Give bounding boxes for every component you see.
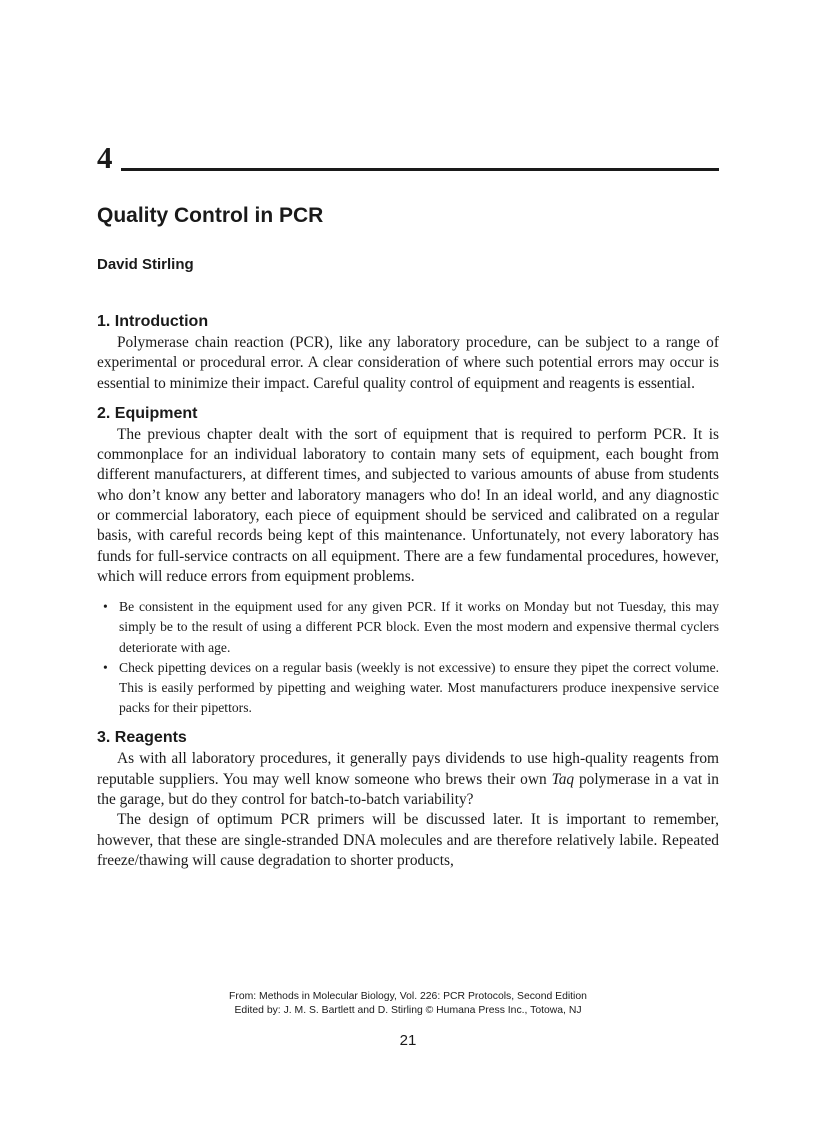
paragraph: The previous chapter dealt with the sort of equipment that is required to perform PCR. It is commonplace for an individual laboratory to contain many sets of equipment, each bought from different manufacturers, at different times, and subjected to various amounts of abuse from students who don’t know any better and laboratory managers who do! In an ideal world, and any diagnostic or commercial laboratory, each piece of equipment should be serviced and calibrated on a regular basis, with careful records being kept of this maintenance. Unfortunately, not every laboratory has funds for full-service contracts on all equipment. There are a few fundamental procedures, however, which will reduce errors from equipment problems.	[97, 425, 719, 585]
chapter-author: David Stirling	[97, 256, 194, 273]
chapter-title: Quality Control in PCR	[97, 204, 324, 227]
bullet-icon: •	[103, 599, 108, 615]
paragraph-text: As with all laboratory procedures, it generally pays dividends to use high-quality reagents from reputable suppliers. You may well know someone who brews their own	[97, 750, 719, 788]
paragraph-text: polymerase in a vat in the garage, but do they control for batch-to-batch variability?	[97, 770, 719, 809]
bullet-item	[99, 658, 719, 719]
bullet-text: Check pipetting devices on a regular basis (weekly is not excessive) to ensure they pipet the correct volume. This is easily performed by pipetting and weighing water. Most manufacturers produce inexpensive service packs for their pipettors.	[119, 659, 719, 716]
page-number: 21	[399, 1032, 417, 1049]
footer-line: Edited by: J. M. S. Bartlett and D. Stirling © Humana Press Inc., Totowa, NJ	[234, 1005, 582, 1016]
section-heading: 1. Introduction	[97, 313, 209, 330]
paragraph: Polymerase chain reaction (PCR), like any laboratory procedure, can be subject to a range of experimental or procedural error. A clear consideration of where such potential errors may occur is essential to minimize their impact. Careful quality control of equipment and reagents is essential.	[97, 334, 719, 392]
paragraph: The design of optimum PCR primers will be discussed later. It is important to remember, however, that these are single-stranded DNA molecules and are therefore relatively labile. Repeated freeze/thawing will cause degradation to shorter products,	[97, 811, 719, 869]
section-equipment	[97, 403, 719, 719]
chapter-body	[97, 311, 719, 871]
footer-line: From: Methods in Molecular Biology, Vol. 226: PCR Protocols, Second Edition	[229, 991, 587, 1002]
section-heading: 3. Reagents	[97, 729, 187, 747]
bullet-text: Be consistent in the equipment used for any given PCR. If it works on Monday but not Tuesday, this may simply be to the result of using a different PCR block. Even the most modern and expensive thermal cyclers deteriorate with age.	[119, 599, 719, 655]
paragraph	[97, 749, 719, 810]
chapter-number: 4	[97, 140, 113, 175]
section-reagents	[97, 727, 719, 871]
bullet-icon: •	[103, 659, 108, 675]
citation-footer	[0, 990, 816, 1018]
bullet-item	[99, 597, 719, 658]
chapter-rule	[121, 168, 719, 171]
section-introduction	[97, 311, 719, 394]
chapter-header	[97, 140, 719, 175]
bullet-list	[97, 597, 719, 718]
section-heading: 2. Equipment	[97, 404, 198, 422]
taq-italic: Taq	[551, 770, 575, 788]
